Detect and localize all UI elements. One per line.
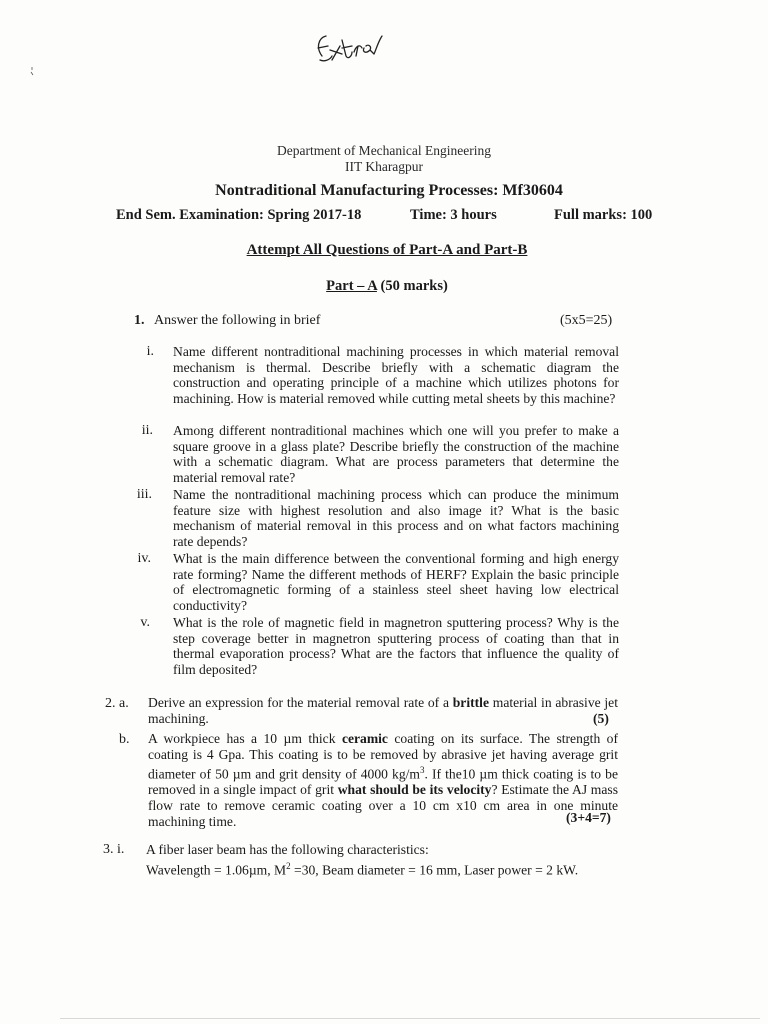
q2b-text-part: A workpiece has a 10 µm thick (148, 731, 342, 746)
q3-superscript: 2 (286, 861, 291, 871)
subquestion-label: v. (140, 615, 150, 630)
question-3-specs (146, 858, 626, 879)
subquestion-text: Name the nontraditional machining process which can produce the minimum feature size with highest resolution and also image it? What is the basic mechanism of material removal in this process and on what factors machining rate depends? (173, 487, 619, 549)
exam-duration: Time: 3 hours (410, 207, 497, 223)
question-2b-marks: (3+4=7) (566, 810, 611, 825)
question-3-label: 3. i. (103, 842, 125, 857)
q3-specs-part: =30, Beam diameter = 16 mm, Laser power = 2 kW. (290, 862, 579, 878)
question-2a-marks: (5) (593, 711, 609, 726)
question-1-marks: (5x5=25) (560, 313, 613, 328)
question-2b-text (148, 731, 618, 829)
question-3-text: A fiber laser beam has the following characteristics: (146, 842, 429, 857)
question-2a-label: 2. a. (105, 696, 129, 711)
q2b-text-part: coating on its surface. The strength of coating is 4 Gpa. This coating is to be removed by abrasive jet having average grit diameter of 50 µm and grit density of 4000 kg/m (148, 731, 618, 782)
subquestion-text: Name different nontraditional machining processes in which material removal mechanism is thermal. Describe briefly with a schematic diagram the construction and operating principle of a machine which utilizes photons for machining. How is material removed while cutting metal sheets by this machine? (173, 344, 619, 406)
exam-name: End Sem. Examination: Spring 2017-18 (116, 207, 362, 223)
q2a-text-part: material in abrasive jet machining. (148, 695, 618, 726)
subquestion-label: ii. (141, 423, 153, 438)
q2b-superscript: 3 (419, 764, 425, 775)
q2a-bold-part: brittle (452, 695, 489, 710)
subquestion-label: i. (146, 344, 154, 359)
q2b-bold-part: ceramic (341, 731, 388, 746)
q2b-bold-part: what should be its velocity (337, 781, 492, 797)
question-2b-label: b. (119, 732, 130, 747)
scan-speck (30, 66, 34, 76)
subquestion-text: Among different nontraditional machines which one will you prefer to make a square groove in a glass plate? Describe briefly the construction of the machine with a schematic diagram. What are process parameters that determine the material removal rate? (173, 423, 619, 485)
subquestion-label: iii. (136, 487, 152, 502)
instruction-text: Attempt All Questions of Part-A and Part-B (246, 242, 528, 258)
q3-specs-part: Wavelength = 1.06µm, M (146, 862, 287, 878)
part-a-marks: (50 marks) (376, 278, 448, 294)
exam-full-marks: Full marks: 100 (554, 207, 653, 223)
exam-instruction (3, 240, 768, 260)
subquestion-text: What is the main difference between the conventional forming and high energy rate forming? Name the different methods of HERF? Explain the basic principle of electromagnetic forming of a stainless steel sheet having low electrical conductivity? (173, 551, 619, 613)
handwritten-extra-note (312, 26, 386, 70)
q2a-text-part: Derive an expression for the material removal rate of a (148, 695, 453, 710)
q2b-text-part: . If the10 µm thick coating is to be removed in a single impact of grit (148, 766, 618, 797)
question-2a-text (148, 695, 618, 727)
institute-name: IIT Kharagpur (344, 159, 424, 174)
department-name: Department of Mechanical Engineering (276, 143, 492, 158)
question-1-text: Answer the following in brief (154, 313, 321, 328)
course-title: Nontraditional Manufacturing Processes: Mf30604 (215, 182, 563, 199)
q2b-text-part: ? Estimate the AJ mass flow rate to remove ceramic coating over a 10 cm x10 cm area in one minute machining time. (148, 781, 618, 829)
scan-bottom-edge (60, 1018, 760, 1019)
subquestion-label: iv. (137, 551, 151, 566)
part-a-label: Part – A (326, 278, 377, 294)
question-1-number: 1. (134, 313, 145, 328)
part-a-heading (3, 277, 768, 295)
subquestion-text: What is the role of magnetic field in magnetron sputtering process? Why is the step coverage better in magnetron sputtering process of coating than that in thermal evaporation process? What are the factors that influence the quality of film deposited? (173, 615, 619, 677)
